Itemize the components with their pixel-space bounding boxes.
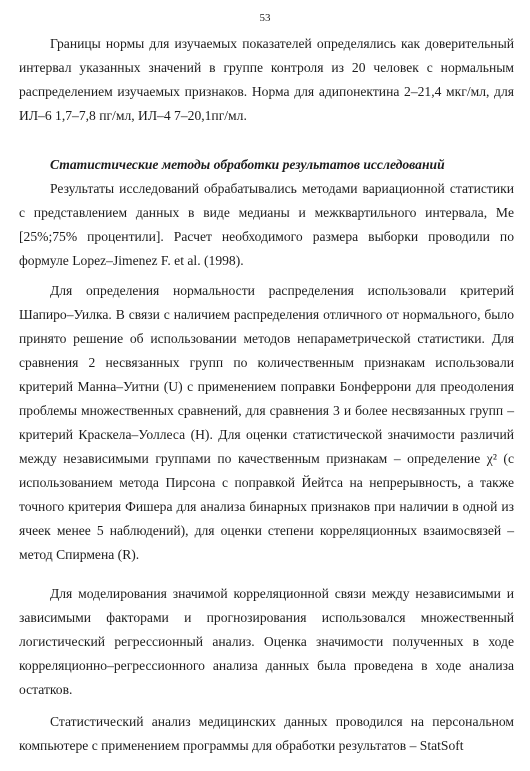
paragraph-nonparametric-methods: Для определения нормальности распределения использовали критерий Шапиро–Уилка. В связи с наличием распределения отличного от нормального, было принято решение об использовании методов непараметрической статистики. Для сравнения 2 несвязанных групп по количественным признакам использовали критерий Манна–Уитни (U) с применением поправки Бонферрони для преодоления проблемы множественных сравнений, для сравнения 3 и более несвязанных групп – критерий Краскела–Уоллеса (H). Для оценки статистической значимости различий между независимыми группами по качественным признакам – определение χ² (с использованием метода Пирсона с поправкой Йейтса на непрерывность, а также точного критерия Фишера для анализа бинарных признаков при наличии в одной из ячеек менее 5 наблюдений), для оценки степени корреляционных взаимосвязей – метод Спирмена (R). (19, 283, 514, 562)
paragraph-regression-analysis: Для моделирования значимой корреляционной связи между независимыми и зависимыми факторами и прогнозирования использовался множественный логистический регрессионный анализ. Оценка значимости полученных в ходе корреляционно–регрессионного анализа данных была проведена в ходе анализа остатков. (19, 586, 514, 697)
paragraph-variation-statistics: Результаты исследований обрабатывались методами вариационной статистики с представлением данных в виде медианы и межквартильного интервала, Me [25%;75% процентили]. Расчет необходимого размера выборки проводили по формуле Lopez–Jimenez F. et al. (1998). (19, 181, 514, 268)
paragraph-software: Статистический анализ медицинских данных проводился на персональном компьютере с применением программы для обработки результатов – StatSoft (19, 714, 514, 753)
section-heading-statistical-methods: Статистические методы обработки результатов исследований (50, 157, 445, 172)
paragraph-normal-ranges: Границы нормы для изучаемых показателей определялись как доверительный интервал указанных значений в группе контроля из 20 человек с нормальным распределением изучаемых признаков. Норма для адипонектина 2–21,4 мкг/мл, для ИЛ–6 1,7–7,8 пг/мл, ИЛ–4 7–20,1пг/мл. (19, 36, 514, 123)
page-number: 53 (259, 12, 271, 24)
